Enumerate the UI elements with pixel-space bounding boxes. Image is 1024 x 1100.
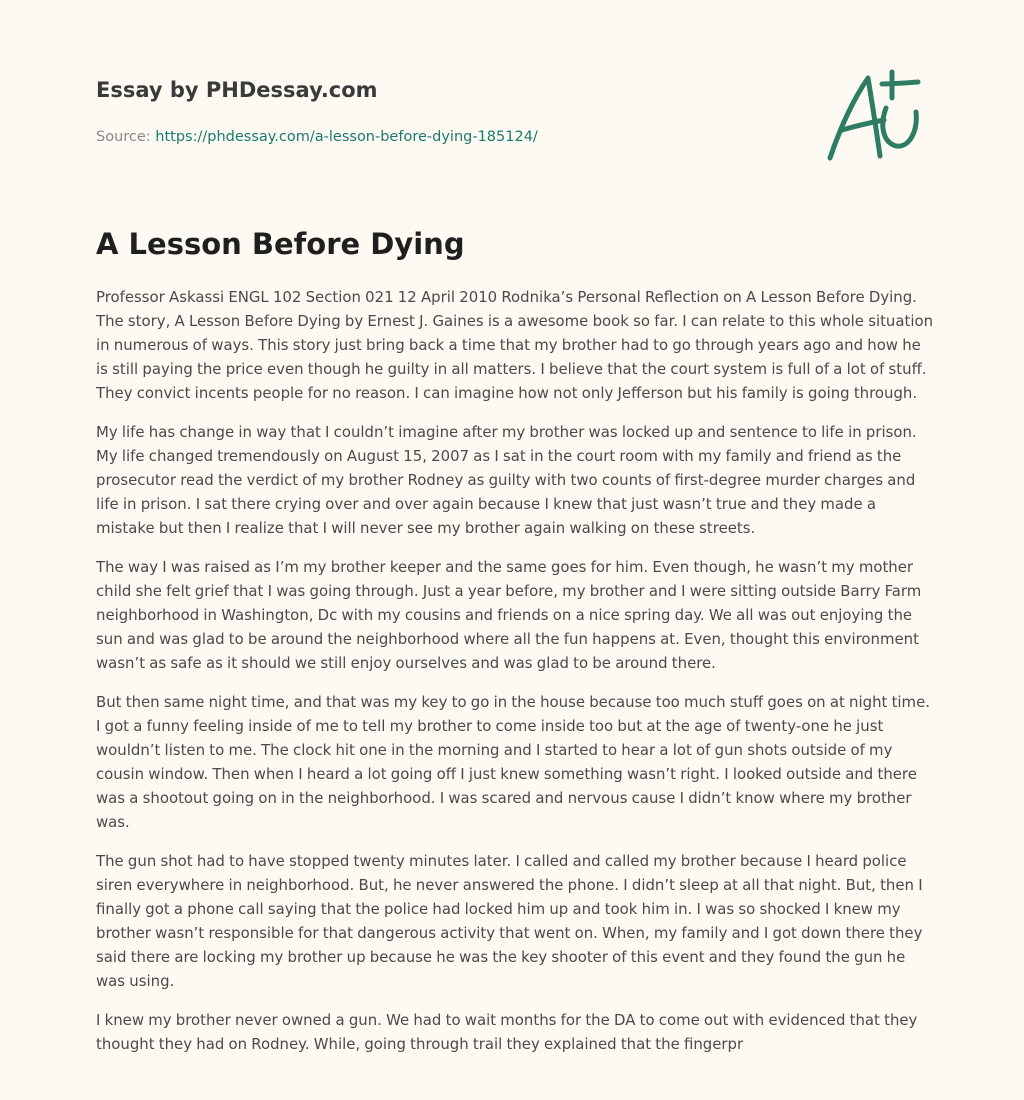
essay-body — [96, 285, 934, 1071]
brand-title: Essay by PHDessay.com — [96, 78, 378, 102]
essay-paragraph: My life has change in way that I couldn’t imagine after my brother was locked up and sentence to life in prison. My life changed tremendously on August 15, 2007 as I sat in the court room with my family and friend as the prosecutor read the verdict of my brother Rodney as guilty with two counts of first-degree murder charges and life in prison. I sat there crying over and over again because I knew that just wasn’t true and they made a mistake but then I realize that I will never see my brother again walking on these streets. — [96, 423, 917, 537]
essay-paragraph: The way I was raised as I’m my brother keeper and the same goes for him. Even though, he wasn’t my mother child she felt grief that I was going through. Just a year before, my brother and I were sitting outside Barry Farm neighborhood in Washington, Dc with my cousins and friends on a nice spring day. We all was out enjoying the sun and was glad to be around the neighborhood where all the fun happens at. Even, thought this environment wasn’t as safe as it should we still enjoy ourselves and was glad to be around there. — [96, 558, 922, 672]
essay-title: A Lesson Before Dying — [96, 227, 465, 261]
essay-paragraph: Professor Askassi ENGL 102 Section 021 12 April 2010 Rodnika’s Personal Reflection on A Lesson Before Dying. The story, A Lesson Before Dying by Ernest J. Gaines is a awesome book so far. I can relate to this whole situation in numerous of ways. This story just bring back a time that my brother had to go through years ago and how he is still paying the price even though he guilty in all matters. I believe that the court system is full of a lot of stuff. They convict incents people for no reason. I can imagine how not only Jefferson but his family is going through. — [96, 288, 934, 402]
source-link[interactable]: https://phdessay.com/a-lesson-before-dying-185124/ — [155, 129, 538, 145]
site-header — [96, 76, 796, 147]
essay-paragraph: But then same night time, and that was my key to go in the house because too much stuff goes on at night time. I got a funny feeling inside of me to tell my brother to come inside too but at the age of twenty-one he just wouldn’t listen to me. The clock hit one in the morning and I started to hear a lot of gun shots outside of my cousin window. Then when I heard a lot going off I just knew something wasn’t right. I looked outside and there was a shootout going on in the neighborhood. I was scared and nervous cause I didn’t know where my brother was. — [96, 693, 930, 831]
source-line — [96, 127, 796, 147]
a-plus-grade-icon — [822, 68, 928, 164]
essay-paragraph: I knew my brother never owned a gun. We had to wait months for the DA to come out with evidenced that they thought they had on Rodney. While, going through trail they explained that the fingerpr — [96, 1011, 918, 1053]
essay-paragraph: The gun shot had to have stopped twenty minutes later. I called and called my brother because I heard police siren everywhere in neighborhood. But, he never answered the phone. I didn’t sleep at all that night. But, then I finally got a phone call saying that the police had locked him up and took him in. I was so shocked I knew my brother wasn’t responsible for that dangerous activity that went on. When, my family and I got down there they said there are locking my brother up because he was the key shooter of this event and they found the gun he was using. — [96, 852, 923, 990]
source-label: Source: — [96, 129, 151, 145]
